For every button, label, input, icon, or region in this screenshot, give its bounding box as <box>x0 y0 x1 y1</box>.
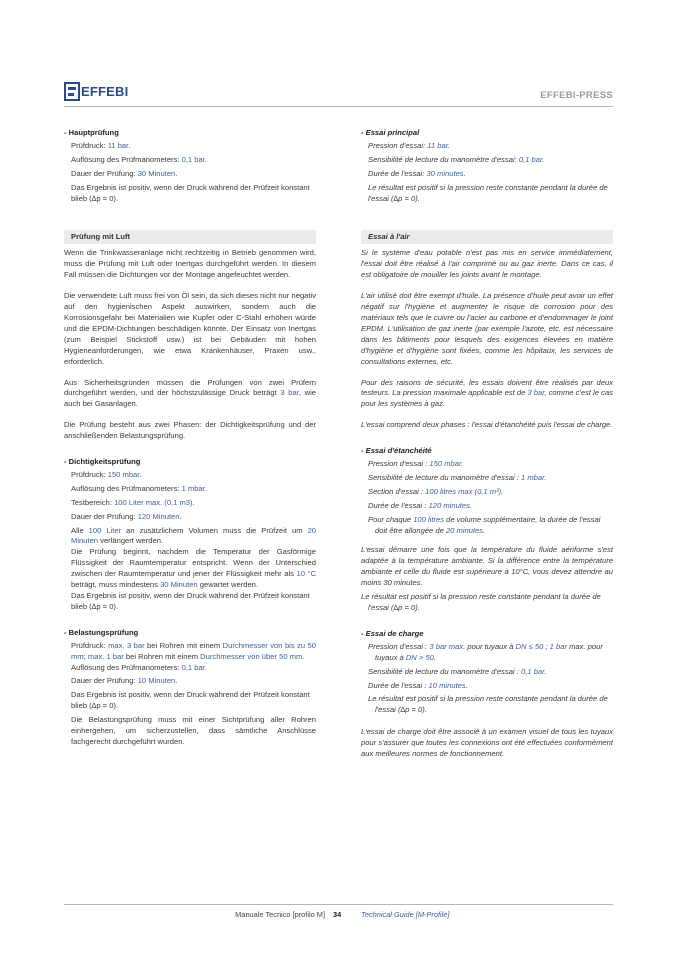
paragraph: Si le système d'eau potable n'est pas mis en service immédiatement, l'essai doit être réalisé à l'air comprimé ou au gaz inerte. Dans ce cas, il est obligatoire de mouiller les joints avant le montage. <box>361 248 613 280</box>
section-belastung <box>64 628 316 748</box>
french-column <box>361 128 613 760</box>
logo-text: EFFEBI <box>81 84 129 99</box>
section-bar-luft: Prüfung mit Luft <box>64 230 316 244</box>
effebi-logo-icon <box>64 82 80 101</box>
duration-line: Durée de l'essai : 10 minutes. <box>368 680 468 690</box>
section-essai-principal <box>361 128 613 204</box>
gauge-resolution-line: Sensibilité de lecture du manomètre d'essai: 0,1 bar. <box>368 154 545 164</box>
paragraph: Die verwendete Luft muss frei von Öl sein, da sich dieses nicht nur negativ auf den hygienischen Aspekt auswirken, sondern auch die Korrosionsgefahr bei Materialien wie Kupfer oder C-Stahl erhöhen würde und die EPDM-Dichtungen beschädigen könnte. Der Einsatz von Inertgas (zum Beispiel Stickstoff usw.) ist bei Gebäuden mit hohen Hygieneanforderungen, wie etwa Krankenhäuser, Praxen usw., erforderlich. <box>64 291 316 366</box>
duration-line: Durée de l'essai: 30 minutes. <box>368 168 466 178</box>
test-range-line: Testbereich: 100 Liter max. (0,1 m3). <box>71 497 195 507</box>
test-pressure-line: Prüfdruck: max. 3 bar bei Rohren mit einem Durchmesser von bis zu 50 mm; max. 1 bar bei Rohren mit einem Durchmesser von über 50 mm. <box>71 640 317 661</box>
paragraph: L'essai de charge doit être associé à un examen visuel de tous les tuyaux pour s'assurer que toutes les connexions ont été effectuées conformément aux meilleures normes de fonctionnement. <box>361 727 613 759</box>
result-line: Das Ergebnis ist positiv, wenn der Druck während der Prüfzeit konstant blieb (∆p = 0). <box>71 591 310 611</box>
german-column <box>64 128 316 748</box>
result-line: Le résultat est positif si la pression reste constante pendant la durée de l'essai (∆p = 0). <box>368 182 608 203</box>
extension-line: Alle 100 Liter an zusätzlichem Volumen muss die Prüfzeit um 20 Minuten verlängert werden. <box>71 525 317 546</box>
section-title: - Belastungsprüfung <box>64 627 139 637</box>
section-etancheite <box>361 446 613 614</box>
section-title: - Essai d'étanchéité <box>361 446 432 456</box>
paragraph: Aus Sicherheitsgründen müssen die Prüfungen von zwei Prüfern durchgeführt werden, und der höchstzulässige Druck beträgt 3 bar, wie auch bei Gasanlagen. <box>64 377 316 409</box>
paragraph: L'air utilisé doit être exempt d'huile. La présence d'huile peut avoir un effet négatif sur l'hygiène et augmenter le risque de corrosion pour des matériaux tels que le cuivre ou l'acier au carbone et d'endommager le joint EPDM. L'utilisation de gaz inerte (par exemple l'azote, etc. est nécessaire dans les bâtiments pour lesquels des exigences élevées en matière d'hygiène et d'hygiène sont fixées, comme les hôpitaux, les services de consultations externes, etc. <box>361 291 613 366</box>
paragraph: Wenn die Trinkwasseranlage nicht rechtzeitig in Betrieb genommen wird, muss die Prüfung mit Luft oder Inertgas durchgeführt werden. In diesem Fall müssen die Dichtungen vor der Montage angefeuchtet werden. <box>64 248 316 280</box>
visual-check-line: Die Belastungsprüfung muss mit einer Sichtprüfung aller Rohren einhergehen, um sicherzustellen, dass sämtliche Anschlüsse fachgerecht durchgeführt wurden. <box>71 715 316 746</box>
section-title: - Dichtigkeitsprüfung <box>64 457 141 467</box>
section-essai-charge <box>361 629 613 760</box>
section-dichtigkeit <box>64 457 316 613</box>
result-line: Le résultat est positif si la pression reste constante pendant la durée de l'essai (∆p = 0). <box>368 694 608 715</box>
duration-line: Dauer der Prüfung: 30 Minuten. <box>71 168 178 178</box>
paragraph: L'essai comprend deux phases : l'essai d'étanchéité puis l'essai de charge. <box>361 420 613 430</box>
page-number: 34 <box>333 910 342 919</box>
test-pressure-line: Pression d'essai : 150 mbar. <box>368 459 464 469</box>
test-pressure-line: Pression d'essai: 11 bar. <box>368 140 451 150</box>
duration-line: Dauer der Prüfung: 120 Minuten. <box>71 511 182 521</box>
test-pressure-line: Prüfdruck: 11 bar. <box>71 140 131 150</box>
section-title: - Essai de charge <box>361 628 424 638</box>
footer-left-title: Manuale Tecnico [profilo M] <box>235 910 325 919</box>
section-bar-air: Essai à l'air <box>361 230 613 244</box>
gauge-resolution-line: Auflösung des Prüfmanometers: 0,1 bar. <box>71 154 207 164</box>
footer-right-title: Technical Guide [M-Profile] <box>361 910 450 919</box>
temperature-line: Die Prüfung beginnt, nachdem die Temperatur der Gasförmige Flüssigkeit der Raumtemperatur entspricht. Wenn der Unterschied zwischen der Raumtemperatur und jener der Flüssigkeit mehr als 10 °C beträgt, muss mindestens 30 Minuten gewartet werden. <box>71 547 316 590</box>
duration-line: Dauer der Prüfung: 10 Minuten. <box>71 676 178 686</box>
gauge-resolution-line: Sensibilité de lecture du manomètre d'essai : 0,1 bar. <box>368 666 547 676</box>
section-title: - Hauptprüfung <box>64 128 119 137</box>
paragraph: L'essai démarre une fois que la température du fluide aériforme s'est adaptée à la température ambiante. Si la différence entre la température ambiante et celle du fluide est supérieure à 10°C, vous devez attendre au moins 30 minutes. <box>361 545 613 588</box>
result-line: Das Ergebnis ist positiv, wenn der Druck während der Prüfzeit konstant blieb (∆p = 0). <box>71 690 310 711</box>
gauge-resolution-line: Auflösung des Prüfmanometers: 1 mbar. <box>71 483 207 493</box>
footer-rule <box>64 904 613 905</box>
test-pressure-line: Pression d'essai : 3 bar max. pour tuyaux à DN ≤ 50 ; 1 bar max. pour tuyaux à DN > 50. <box>368 641 603 662</box>
header-rule <box>64 106 613 107</box>
result-line: Das Ergebnis ist positiv, wenn der Druck während der Prüfzeit konstant blieb (∆p = 0). <box>71 182 310 203</box>
effebi-logo <box>64 82 128 101</box>
press-label: EFFEBI-PRESS <box>540 90 613 101</box>
section-title: - Essai principal <box>361 128 420 137</box>
test-section-line: Section d'essai : 100 litres max (0,1 m³). <box>368 486 504 496</box>
section-hauptpruefung <box>64 128 316 204</box>
extension-line: Pour chaque 100 litres de volume supplémentaire, la durée de l'essai doit être allongée de 20 minutes. <box>368 514 601 535</box>
test-pressure-line: Prüfdruck: 150 mbar. <box>71 469 142 479</box>
duration-line: Durée de l'essai : 120 minutes. <box>368 500 473 510</box>
result-line: Le résultat est positif si la pression reste constante pendant la durée de l'essai (∆p = 0). <box>361 592 601 612</box>
gauge-resolution-line: Sensibilité de lecture du manomètre d'essai : 1 mbar. <box>368 472 547 482</box>
paragraph: Pour des raisons de sécurité, les essais doivent être réalisés par deux testeurs. La pression maximale applicable est de 3 bar, comme c'est le cas pour les systèmes à gaz. <box>361 377 614 409</box>
paragraph: Die Prüfung besteht aus zwei Phasen: der Dichtigkeitsprüfung und der anschließenden Belastungsprüfung. <box>64 420 316 441</box>
gauge-resolution-line: Auflösung des Prüfmanometers: 0,1 bar. <box>71 662 207 672</box>
